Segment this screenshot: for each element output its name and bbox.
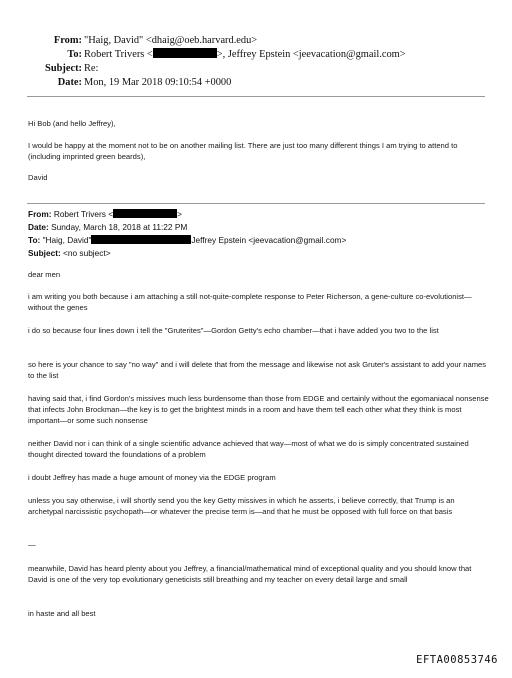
quoted-to-row — [28, 235, 346, 246]
quoted-to-value: "Haig, David" — [42, 235, 92, 245]
quoted-paragraph: so here is your chance to say "no way" and i will delete that from the message and likewise not ask Gruter's assistant to add your names to the list — [28, 360, 487, 381]
quoted-paragraph: having said that, i find Gordon's missives much less burdensome than those from EDGE and certainly without the egomaniacal nonsense that infects John Brockman—the key is to get the brightest minds in a room and have them tell each other what they think is most important—or some such nonsense — [28, 394, 489, 426]
quoted-closing: in haste and all best — [28, 609, 96, 618]
header-to-label: To: — [67, 49, 82, 60]
bates-number: EFTA00853746 — [416, 654, 498, 666]
header-subject-label: Subject: — [45, 63, 82, 74]
redaction-box — [113, 209, 177, 218]
quoted-date-row — [28, 222, 187, 233]
header-date-value: Mon, 19 Mar 2018 09:10:54 +0000 — [84, 77, 232, 88]
quoted-from-label: From: — [28, 209, 52, 219]
header-to-value — [84, 48, 406, 61]
quoted-from-value: Robert Trivers < — [53, 209, 114, 219]
reply-signature: David — [28, 173, 48, 182]
header-from-label: From: — [53, 35, 82, 46]
header-to-suffix: >, Jeffrey Epstein <jeevacation@gmail.com> — [216, 49, 406, 60]
quoted-paragraph: i am writing you both because i am attaching a still not-quite-complete response to Peter Richerson, a gene-culture co-evolutionist—without the genes — [28, 292, 472, 313]
quoted-date-label: Date: — [28, 222, 49, 232]
quoted-subject-row — [28, 248, 111, 259]
redaction-box — [153, 48, 217, 58]
quoted-from-suffix: > — [177, 209, 182, 219]
quoted-paragraph: i do so because four lines down i tell the "Gruterites"—Gordon Getty's echo chamber—that i have added you two to the list — [28, 326, 439, 335]
quoted-dash: — — [28, 540, 36, 549]
quoted-paragraph: meanwhile, David has heard plenty about you Jeffrey, a financial/mathematical mind of exceptional quality and you should know that David is one of the very top evolutionary geneticists still breathing and my teacher on every detail large and small — [28, 564, 472, 585]
header-to-prefix: Robert Trivers < — [84, 49, 153, 60]
quoted-subject-value: <no subject> — [63, 248, 111, 258]
header-date-label: Date: — [57, 77, 82, 88]
header-from-value: "Haig, David" <dhaig@oeb.harvard.edu> — [84, 35, 258, 46]
quoted-date-value: Sunday, March 18, 2018 at 11:22 PM — [51, 222, 188, 232]
quoted-from-row — [28, 209, 182, 220]
quoted-paragraph: dear men — [28, 270, 61, 279]
quoted-subject-label: Subject: — [28, 248, 61, 258]
quoted-paragraph: neither David nor i can think of a single scientific advance achieved that way—most of what we do is simply concentrated sustained thought directed toward the foundations of a problem — [28, 439, 469, 460]
quote-divider — [27, 203, 485, 204]
quoted-paragraph: unless you say otherwise, i will shortly send you the key Getty missives in which he asserts, i believe correctly, that Trump is an archetypal narcissistic psychopath—or whatever the precise term is—and that he must be opposed with full force on that basis — [28, 496, 455, 517]
redaction-box — [91, 235, 191, 244]
quoted-to-label: To: — [28, 235, 41, 245]
header-subject-value: Re: — [84, 63, 99, 74]
reply-greeting: Hi Bob (and hello Jeffrey), — [28, 119, 116, 128]
header-divider — [27, 96, 485, 97]
quoted-to-suffix: Jeffrey Epstein <jeevacation@gmail.com> — [191, 235, 347, 245]
quoted-paragraph: i doubt Jeffrey has made a huge amount of money via the EDGE program — [28, 473, 276, 482]
reply-body: I would be happy at the moment not to be on another mailing list. There are just too many different things I am trying to attend to (including imprinted green beards), — [28, 141, 458, 162]
